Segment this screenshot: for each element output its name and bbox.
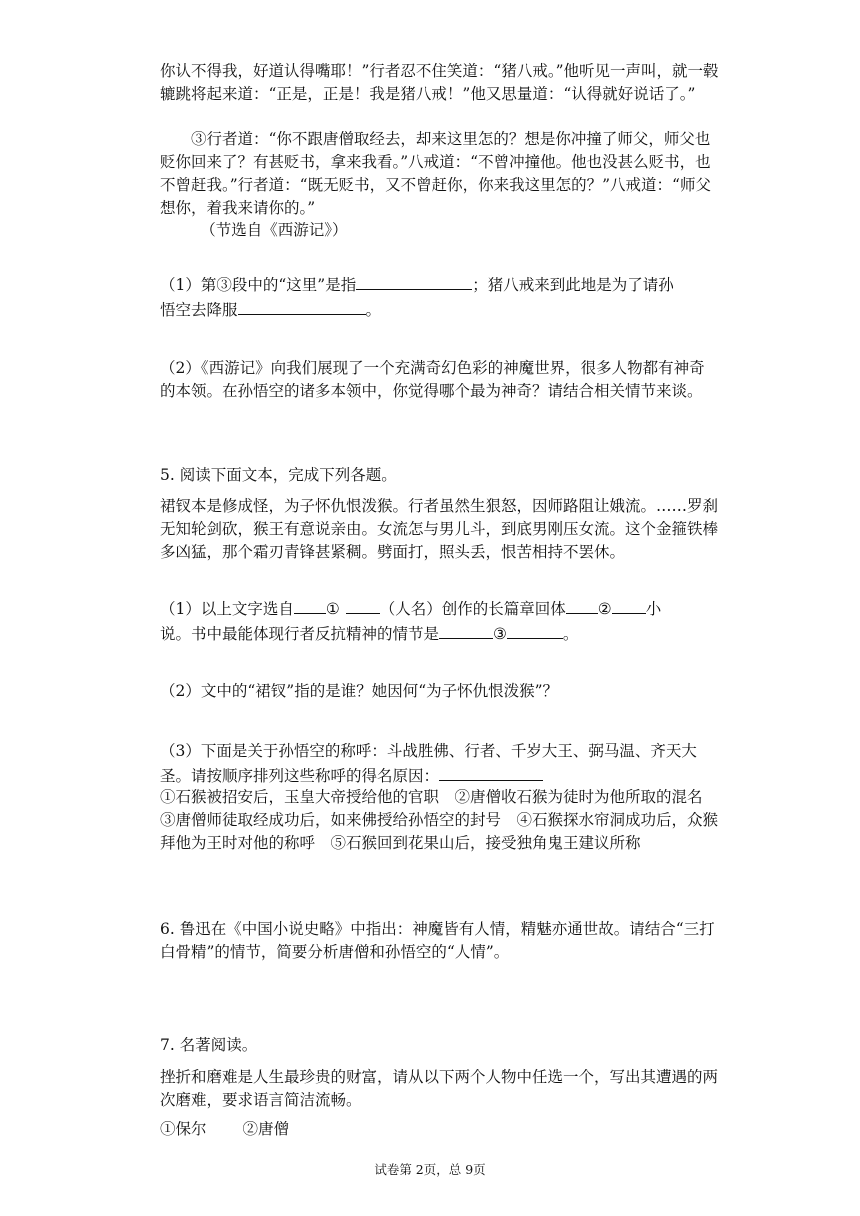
answer-blank — [612, 596, 646, 614]
question-7-title: 7. 名著阅读。 — [160, 1036, 258, 1054]
answer-blank — [439, 763, 543, 781]
answer-blank — [439, 621, 493, 639]
q5-1-text-d: 说。书中最能体现行者反抗精神的情节是 — [160, 625, 440, 643]
q4-1-text-c: 悟空去降服 — [160, 301, 238, 319]
blank-marker-2: ② — [597, 600, 612, 618]
question-5-3 — [160, 740, 720, 788]
q4-1-text-d: 。 — [365, 301, 382, 319]
question-5-2: （2）文中的“裙钗”指的是谁？她因何“为子怀仇恨泼猴”？ — [160, 682, 559, 700]
q5-3-text: （3）下面是关于孙悟空的称呼：斗战胜佛、行者、千岁大王、弼马温、齐天大圣。请按顺序排列这些称呼的得名原因： — [160, 742, 697, 785]
question-4-2: （2）《西游记》向我们展现了一个充满奇幻色彩的神魔世界，很多人物都有神奇的本领。在孙悟空的诸多本领中，你觉得哪个最为神奇？请结合相关情节来谈。 — [160, 359, 705, 400]
answer-blank — [294, 596, 326, 614]
answer-blank — [238, 297, 366, 315]
q4-1-text-b: ；猪八戒来到此地是为了请孙 — [472, 276, 674, 294]
q5-1-text-a: （1）以上文字选自 — [160, 600, 294, 618]
question-5-title: 5. 阅读下面文本，完成下列各题。 — [160, 466, 397, 484]
blank-marker-3: ③ — [493, 625, 507, 643]
question-7-text: 挫折和磨难是人生最珍贵的财富，请从以下两个人物中任选一个，写出其遭遇的两次磨难，要求语言简洁流畅。 — [160, 1068, 719, 1109]
answer-blank — [566, 596, 598, 614]
answer-blank — [356, 272, 472, 290]
blank-marker-1: ① — [325, 600, 340, 618]
question-5-1 — [160, 596, 720, 646]
question-4-1 — [160, 272, 720, 322]
question-6: 6. 鲁迅在《中国小说史略》中指出：神魔皆有人情，精魅亦通世故。请结合“三打白骨精”的情节，简要分析唐僧和孙悟空的“人情”。 — [160, 920, 715, 961]
question-5-text: 裙钗本是修成怪，为子怀仇恨泼猴。行者虽然生狠怒，因师路阻让娥流。……罗刹无知轮剑砍，猴王有意说亲由。女流怎与男儿斗，到底男刚压女流。这个金箍铁棒多凶猛，那个霜刃青锋甚紧稠。劈面打，照头丢，恨苦相持不罢休。 — [160, 497, 719, 561]
question-5-3-options: ①石猴被招安后，玉皇大帝授给他的官职 ②唐僧收石猴为徒时为他所取的混名 ③唐僧师徒取经成功后，如来佛授给孙悟空的封号 ④石猴探水帘洞成功后，众猴拜他为王时对他的称呼 ⑤石猴回到花果山后，接受独角鬼王建议所称 — [160, 788, 719, 852]
question-7-options — [160, 1118, 720, 1141]
passage-paragraph-3: ③行者道：“你不跟唐僧取经去，却来这里怎的？想是你冲撞了师父，师父也贬你回来了？有甚贬书，拿来我看。”八戒道：“不曾冲撞他。他也没甚么贬书，也不曾赶我。”行者道：“既无贬书，又不曾赶你，你来我这里怎的？”八戒道：“师父想你，着我来请你的。” — [160, 130, 711, 217]
q5-1-text-b: （人名）创作的长篇章回体 — [379, 600, 566, 618]
option-tang-seng: ②唐僧 — [242, 1120, 290, 1138]
option-paul: ①保尔 — [160, 1120, 207, 1138]
answer-blank — [507, 621, 563, 639]
q5-1-text-e: 。 — [562, 625, 579, 643]
passage-paragraph-1: 你认不得我，好道认得嘴耶！”行者忍不住笑道：“猪八戒。”他听见一声叫，就一毂辘跳将起来道：“正是，正是！我是猪八戒！”他又思量道：“认得就好说话了。” — [160, 62, 719, 103]
passage-source: （节选自《西游记》） — [200, 221, 348, 239]
q5-1-text-c: 小 — [645, 600, 662, 618]
q4-1-text-a: （1）第③段中的“这里”是指 — [160, 276, 357, 294]
page-footer: 试卷第 2页，总 9页 — [374, 1162, 486, 1177]
answer-blank — [346, 596, 380, 614]
